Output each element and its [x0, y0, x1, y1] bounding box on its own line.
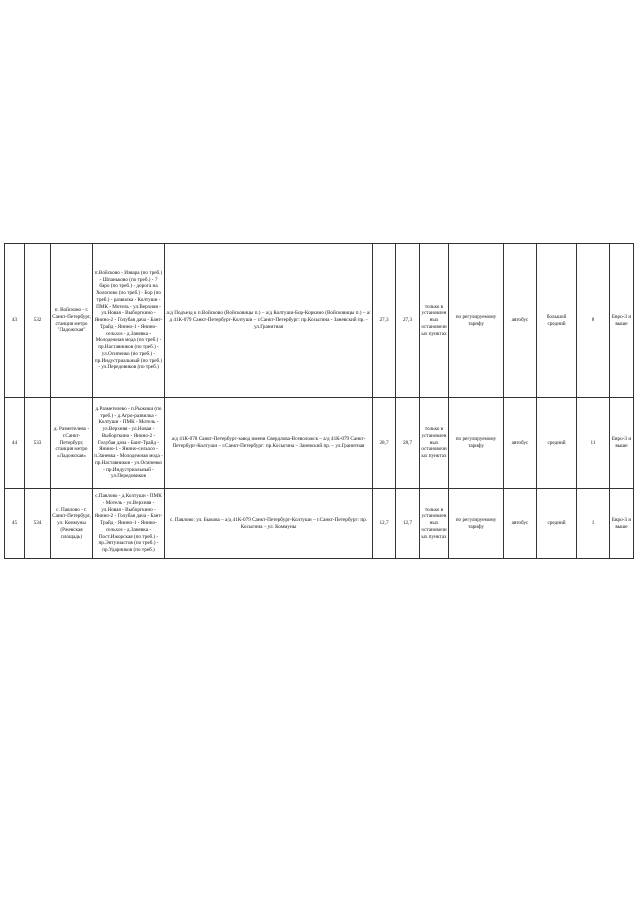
distance-forward: 27,3: [373, 244, 396, 398]
vehicle-quantity: 8: [577, 244, 610, 398]
route-name: д. Разметелево - г.Санкт-Петербург, станция метро «Ладожская»: [51, 398, 93, 489]
route-path: а/д Подъезд к п.Войсковo (Войсковицы п.) – а/д Колтуши-Бор-Коркино (Войсковицы п.) – а/д 41К-079 Санкт-Петербург-Колтуши – г.Санкт-Петербург: пр.Косыгина - Заневский пр. - ул.Гранитная: [165, 244, 373, 398]
vehicle-type: автобус: [504, 398, 537, 489]
row-number: 43: [5, 244, 25, 398]
vehicle-quantity: 1: [577, 489, 610, 559]
route-code: 532: [25, 244, 51, 398]
boarding-note: только в установленных остановочных пунктах: [420, 489, 449, 559]
row-number: 44: [5, 398, 25, 489]
table-row: [5, 244, 634, 398]
vehicle-size: средний: [537, 489, 577, 559]
vehicle-size: средний: [537, 398, 577, 489]
tariff-type: по регулируемому тарифу: [449, 489, 504, 559]
vehicle-size: большой средний: [537, 244, 577, 398]
eco-class: Евро-3 и выше: [610, 244, 634, 398]
distance-back: 28,7: [396, 398, 420, 489]
route-path: а/д 41К-078 Санкт-Петербург-завод имени Свердлова-Всеволожск – а/д 41К-079 Санкт-Петербург-Колтуши – г.Санкт-Петербург: пр.Косыгина – Заневский пр. – ул.Гранитная: [165, 398, 373, 489]
distance-back: 12,7: [396, 489, 420, 559]
table-row: [5, 398, 634, 489]
table-row: [5, 489, 634, 559]
document-page: [4, 243, 633, 559]
tariff-type: по регулируемому тарифу: [449, 244, 504, 398]
route-name: с. Павлово - г. Санкт-Петербург, ул. Коммуны (Ржевская площадь): [51, 489, 93, 559]
boarding-note: только в установленных остановочных пунктах: [420, 244, 449, 398]
route-path: с. Павлово: ул. Быкова – а/д 41К-079 Санкт-Петербург-Колтуши – г.Санкт-Петербург: пр. Косыгина – ул. Коммуны: [165, 489, 373, 559]
vehicle-quantity: 11: [577, 398, 610, 489]
routes-table: [4, 243, 634, 559]
eco-class: Евро-3 и выше: [610, 489, 634, 559]
route-stops: п.Войсковo - Изварa (по треб.) - Шпаньково (по треб.) - 7 барo (по треб.) - дорогa на Холоповo (по треб.) - Бор (по треб.) - развилка - Колтуши - ПМК - Мотель - ул.Верхняя - ул.Новая - Выборгкинo - Янинo-2 - Голубая дача - Бант-Трайд - Янинo-1 - Янинo-сельхоз - д.Заневка - Молодежная мода (по треб.) - пр.Наставников (по треб.) - ул.Осипенко (по треб.) - пр.Индустриальный (по треб.) - ул.Передовиков (по треб.): [93, 244, 165, 398]
distance-back: 27,3: [396, 244, 420, 398]
distance-forward: 28,7: [373, 398, 396, 489]
tariff-type: по регулируемому тарифу: [449, 398, 504, 489]
vehicle-type: автобус: [504, 244, 537, 398]
route-name: п. Войсковo - г. Санкт-Петербург, станция метро "Ладожская": [51, 244, 93, 398]
vehicle-type: автобус: [504, 489, 537, 559]
boarding-note: только в установленных остановочных пунктах: [420, 398, 449, 489]
route-code: 534: [25, 489, 51, 559]
row-number: 45: [5, 489, 25, 559]
distance-forward: 12,7: [373, 489, 396, 559]
route-code: 533: [25, 398, 51, 489]
eco-class: Евро-3 и выше: [610, 398, 634, 489]
route-stops: д.Разметелево - п.Рыжики (по треб.) - д.Агро-развилка - Колтуши - ПМК - Мотель - ул.Верхняя - ул.Новая - Выборгкинo - Янинo-2 - Голубая дача - Бант-Трайд - Янинo-1 - Янинo-сельхоз - п.Заневка - Молодежная мода - пр.Наставников - ул.Осипенко - пр.Индустриальный - ул.Передовиков: [93, 398, 165, 489]
route-stops: с.Павлово - д.Колтуши - ПМК - Мотель - ул.Верхняя - ул.Новая - Выборгкинo - Янинo-2 - Голубая дача - Бант-Трайд - Янинo-1 - Янинo-сельхоз - д.Заневка - Пост.Ижорская (по треб.) - пр.Энтузиастов (по треб.) - пр.Ударников (по треб.): [93, 489, 165, 559]
